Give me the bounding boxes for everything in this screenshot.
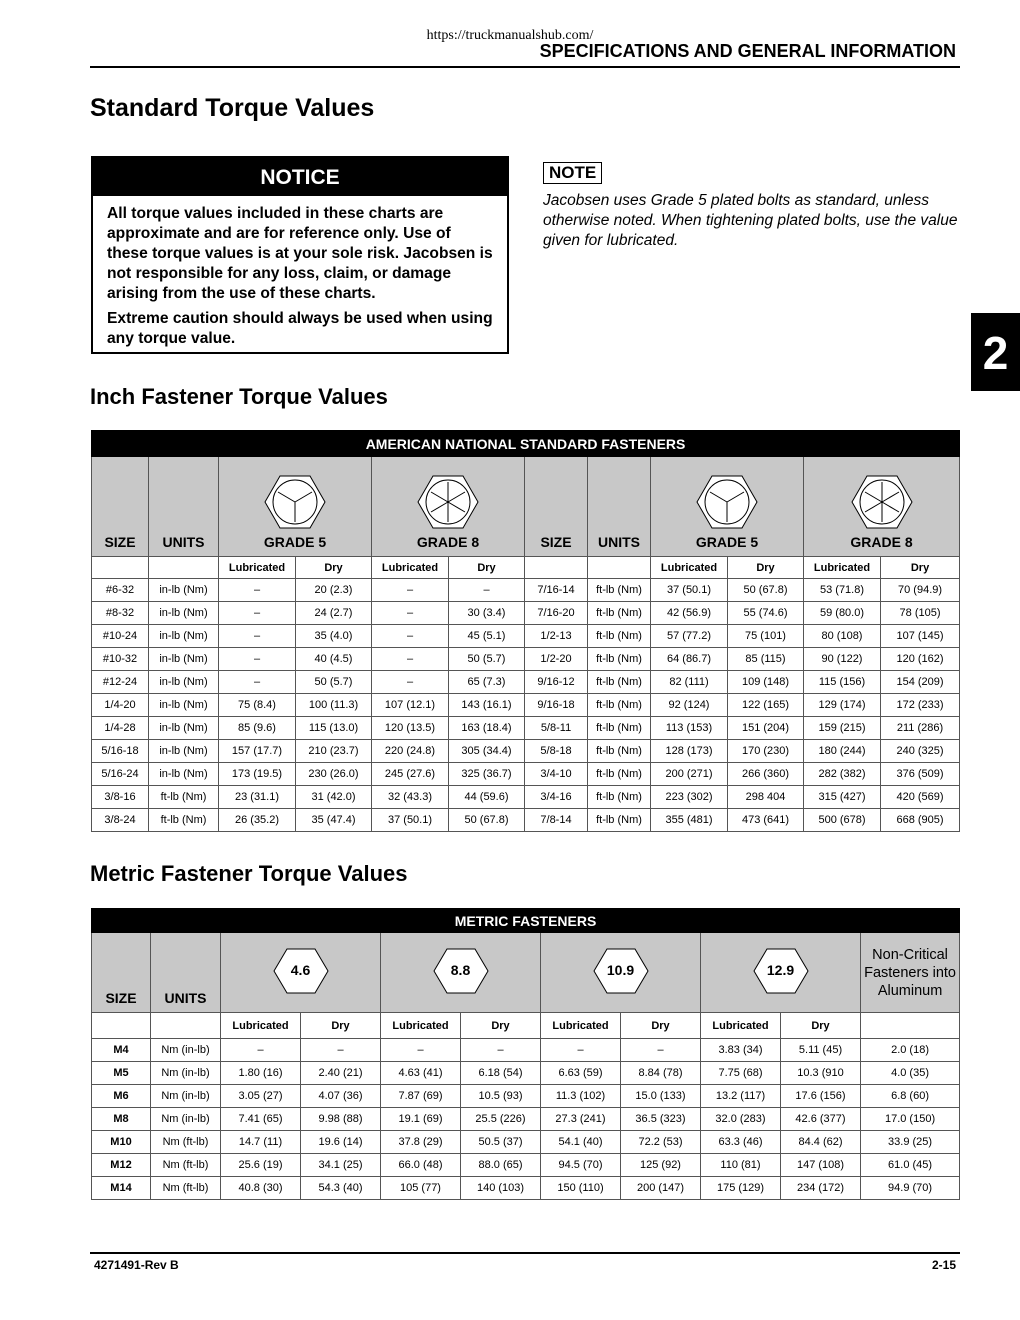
table-cell: – — [621, 1039, 701, 1062]
table-cell: 5/16-18 — [92, 740, 149, 763]
table-cell: 4.63 (41) — [381, 1062, 461, 1085]
table-cell: 40 (4.5) — [296, 648, 372, 671]
notice-paragraph-2: Extreme caution should always be used when using any torque value. — [107, 310, 493, 347]
metric-heading: Metric Fastener Torque Values — [90, 861, 408, 886]
table-cell: 200 (147) — [621, 1177, 701, 1200]
grade-label: 4.6 — [290, 962, 311, 978]
table-cell: 61.0 (45) — [861, 1154, 960, 1177]
table-cell: – — [372, 671, 449, 694]
table-cell: ft-lb (Nm) — [588, 717, 651, 740]
table-cell: 59 (80.0) — [804, 602, 881, 625]
table-cell: 3/8-16 — [92, 786, 149, 809]
table-cell: ft-lb (Nm) — [588, 625, 651, 648]
table-cell: 147 (108) — [781, 1154, 861, 1177]
table-row — [92, 717, 960, 740]
table-cell: 668 (905) — [881, 809, 960, 832]
table-cell: – — [381, 1039, 461, 1062]
table-cell: 3/4-16 — [525, 786, 588, 809]
table-cell: – — [219, 671, 296, 694]
table-cell: 75 (8.4) — [219, 694, 296, 717]
table-cell: ft-lb (Nm) — [588, 740, 651, 763]
sub-lubricated: Lubricated — [219, 557, 296, 579]
table-cell: 120 (162) — [881, 648, 960, 671]
table-cell: 5/16-24 — [92, 763, 149, 786]
table-cell: 376 (509) — [881, 763, 960, 786]
inch-torque-table — [91, 430, 960, 832]
table-cell: 211 (286) — [881, 717, 960, 740]
table-cell: 34.1 (25) — [301, 1154, 381, 1177]
table-row — [92, 763, 960, 786]
inch-col-units-2: UNITS — [588, 457, 651, 557]
table-cell: M14 — [92, 1177, 151, 1200]
table-cell: 10.5 (93) — [461, 1085, 541, 1108]
table-cell: 315 (427) — [804, 786, 881, 809]
source-url: https://truckmanualshub.com/ — [426, 28, 594, 43]
table-cell: ft-lb (Nm) — [588, 648, 651, 671]
table-cell: in-lb (Nm) — [149, 602, 219, 625]
table-cell: 154 (209) — [881, 671, 960, 694]
table-cell: 25.6 (19) — [221, 1154, 301, 1177]
table-cell: 42.6 (377) — [781, 1108, 861, 1131]
hex-nut-icon — [273, 947, 329, 995]
table-row — [92, 579, 960, 602]
table-cell: – — [372, 579, 449, 602]
table-cell: 9/16-12 — [525, 671, 588, 694]
sub-lubricated: Lubricated — [381, 1013, 461, 1039]
table-cell: Nm (ft-lb) — [151, 1154, 221, 1177]
table-cell: 84.4 (62) — [781, 1131, 861, 1154]
table-cell: 4.0 (35) — [861, 1062, 960, 1085]
table-cell: 54.3 (40) — [301, 1177, 381, 1200]
table-cell: 15.0 (133) — [621, 1085, 701, 1108]
table-cell: 66.0 (48) — [381, 1154, 461, 1177]
table-cell: in-lb (Nm) — [149, 671, 219, 694]
grade-label: 12.9 — [766, 962, 795, 978]
table-cell: ft-lb (Nm) — [588, 602, 651, 625]
grade8-bolt-head-icon — [417, 474, 479, 530]
table-row — [92, 740, 960, 763]
header-rule — [90, 66, 960, 68]
note-text: Jacobsen uses Grade 5 plated bolts as standard, unless otherwise noted. When tightening plated bolts, use the value given for lubricated. — [543, 192, 958, 249]
table-cell: ft-lb (Nm) — [149, 786, 219, 809]
table-cell: in-lb (Nm) — [149, 717, 219, 740]
table-cell: ft-lb (Nm) — [149, 809, 219, 832]
table-cell: 159 (215) — [804, 717, 881, 740]
table-cell: 7.41 (65) — [221, 1108, 301, 1131]
table-cell: 128 (173) — [651, 740, 728, 763]
table-cell: 9/16-18 — [525, 694, 588, 717]
table-row — [92, 1062, 960, 1085]
sub-dry: Dry — [461, 1013, 541, 1039]
table-cell: 1/2-20 — [525, 648, 588, 671]
table-cell: 17.6 (156) — [781, 1085, 861, 1108]
table-cell: 3.05 (27) — [221, 1085, 301, 1108]
table-row — [92, 1177, 960, 1200]
table-cell: 44 (59.6) — [449, 786, 525, 809]
hex-nut-icon — [593, 947, 649, 995]
hex-nut-icon — [433, 947, 489, 995]
table-cell: 122 (165) — [728, 694, 804, 717]
metric-col-grade-10-9 — [541, 933, 701, 1013]
table-cell: in-lb (Nm) — [149, 763, 219, 786]
table-cell: Nm (ft-lb) — [151, 1131, 221, 1154]
table-cell: 6.18 (54) — [461, 1062, 541, 1085]
table-cell: 163 (18.4) — [449, 717, 525, 740]
page-number: 2-15 — [931, 1258, 956, 1272]
table-cell: 57 (77.2) — [651, 625, 728, 648]
table-cell: 75 (101) — [728, 625, 804, 648]
table-cell: 50.5 (37) — [461, 1131, 541, 1154]
hex-nut-icon — [753, 947, 809, 995]
table-cell: 1/4-28 — [92, 717, 149, 740]
grade8-label: GRADE 8 — [850, 534, 913, 550]
table-cell: 180 (244) — [804, 740, 881, 763]
table-row — [92, 1085, 960, 1108]
table-cell: #12-24 — [92, 671, 149, 694]
table-cell: 120 (13.5) — [372, 717, 449, 740]
table-cell: 55 (74.6) — [728, 602, 804, 625]
table-cell: 7/8-14 — [525, 809, 588, 832]
table-cell: 7/16-14 — [525, 579, 588, 602]
table-cell: 7.75 (68) — [701, 1062, 781, 1085]
table-cell: – — [372, 648, 449, 671]
table-cell: ft-lb (Nm) — [588, 786, 651, 809]
table-cell: 23 (31.1) — [219, 786, 296, 809]
table-cell: 17.0 (150) — [861, 1108, 960, 1131]
table-cell: 50 (67.8) — [449, 809, 525, 832]
sub-lubricated: Lubricated — [701, 1013, 781, 1039]
table-cell: 115 (156) — [804, 671, 881, 694]
table-cell: 7.87 (69) — [381, 1085, 461, 1108]
table-row — [92, 1154, 960, 1177]
table-cell: 107 (145) — [881, 625, 960, 648]
table-cell: 53 (71.8) — [804, 579, 881, 602]
table-cell: 245 (27.6) — [372, 763, 449, 786]
table-cell: 107 (12.1) — [372, 694, 449, 717]
table-cell: – — [219, 579, 296, 602]
table-cell: 172 (233) — [881, 694, 960, 717]
table-cell: – — [219, 602, 296, 625]
grade-label: 8.8 — [450, 962, 471, 978]
table-cell: M6 — [92, 1085, 151, 1108]
sub-lubricated: Lubricated — [804, 557, 881, 579]
table-cell: 234 (172) — [781, 1177, 861, 1200]
table-cell: 170 (230) — [728, 740, 804, 763]
table-cell: 33.9 (25) — [861, 1131, 960, 1154]
table-cell: 26 (35.2) — [219, 809, 296, 832]
table-cell: 19.6 (14) — [301, 1131, 381, 1154]
table-cell: – — [372, 602, 449, 625]
table-cell: 129 (174) — [804, 694, 881, 717]
table-cell: 63.3 (46) — [701, 1131, 781, 1154]
table-cell: 3/4-10 — [525, 763, 588, 786]
table-cell: 37.8 (29) — [381, 1131, 461, 1154]
table-cell: – — [372, 625, 449, 648]
table-cell: – — [219, 648, 296, 671]
table-cell: Nm (ft-lb) — [151, 1177, 221, 1200]
notice-body — [93, 196, 507, 349]
note-label: NOTE — [543, 162, 602, 184]
doc-number: 4271491-Rev B — [94, 1258, 179, 1272]
table-cell: 4.07 (36) — [301, 1085, 381, 1108]
table-cell: 10.3 (910 — [781, 1062, 861, 1085]
sub-dry: Dry — [296, 557, 372, 579]
table-cell: 36.5 (323) — [621, 1108, 701, 1131]
sub-dry: Dry — [881, 557, 960, 579]
table-cell: 7/16-20 — [525, 602, 588, 625]
table-cell: 223 (302) — [651, 786, 728, 809]
table-cell: in-lb (Nm) — [149, 648, 219, 671]
table-cell: 151 (204) — [728, 717, 804, 740]
table-row — [92, 625, 960, 648]
table-cell: #8-32 — [92, 602, 149, 625]
table-cell: 85 (9.6) — [219, 717, 296, 740]
table-cell: 50 (5.7) — [449, 648, 525, 671]
table-cell: 220 (24.8) — [372, 740, 449, 763]
section-header: SPECIFICATIONS AND GENERAL INFORMATION — [539, 41, 956, 61]
table-cell: 230 (26.0) — [296, 763, 372, 786]
notice-paragraph-1: All torque values included in these charts are approximate and are for reference only. Use of these torque values is at your sole risk. Jacobsen is not responsible for any loss, claim, or damage arising from the use of these charts. — [107, 205, 493, 302]
table-row — [92, 1039, 960, 1062]
table-cell: 14.7 (11) — [221, 1131, 301, 1154]
table-cell: 32 (43.3) — [372, 786, 449, 809]
table-cell: 64 (86.7) — [651, 648, 728, 671]
table-cell: 54.1 (40) — [541, 1131, 621, 1154]
table-cell: 266 (360) — [728, 763, 804, 786]
table-row — [92, 671, 960, 694]
notice-box — [91, 156, 509, 354]
table-cell: 25.5 (226) — [461, 1108, 541, 1131]
table-cell: – — [449, 579, 525, 602]
table-cell: 31 (42.0) — [296, 786, 372, 809]
table-cell: 105 (77) — [381, 1177, 461, 1200]
table-cell: 19.1 (69) — [381, 1108, 461, 1131]
table-cell: 40.8 (30) — [221, 1177, 301, 1200]
table-cell: 110 (81) — [701, 1154, 781, 1177]
table-cell: 42 (56.9) — [651, 602, 728, 625]
table-row — [92, 809, 960, 832]
chapter-tab: 2 — [971, 313, 1020, 391]
metric-torque-table — [91, 908, 960, 1200]
table-cell: 20 (2.3) — [296, 579, 372, 602]
grade8-bolt-head-icon — [851, 474, 913, 530]
table-cell: 2.40 (21) — [301, 1062, 381, 1085]
table-cell: 210 (23.7) — [296, 740, 372, 763]
table-cell: 80 (108) — [804, 625, 881, 648]
table-cell: ft-lb (Nm) — [588, 579, 651, 602]
table-cell: – — [219, 625, 296, 648]
inch-col-units: UNITS — [149, 457, 219, 557]
table-row — [92, 694, 960, 717]
table-cell: 82 (111) — [651, 671, 728, 694]
sub-dry: Dry — [621, 1013, 701, 1039]
grade5-bolt-head-icon — [696, 474, 758, 530]
table-cell: ft-lb (Nm) — [588, 809, 651, 832]
inch-col-grade5-2 — [651, 457, 804, 557]
table-cell: 1/2-13 — [525, 625, 588, 648]
table-cell: 115 (13.0) — [296, 717, 372, 740]
table-cell: 94.5 (70) — [541, 1154, 621, 1177]
table-cell: 35 (4.0) — [296, 625, 372, 648]
table-cell: 70 (94.9) — [881, 579, 960, 602]
table-cell: in-lb (Nm) — [149, 740, 219, 763]
table-cell: 90 (122) — [804, 648, 881, 671]
table-cell: 50 (67.8) — [728, 579, 804, 602]
table-cell: #10-24 — [92, 625, 149, 648]
table-cell: 5/8-11 — [525, 717, 588, 740]
table-cell: ft-lb (Nm) — [588, 763, 651, 786]
notice-title: NOTICE — [93, 158, 507, 196]
table-cell: 9.98 (88) — [301, 1108, 381, 1131]
grade8-label: GRADE 8 — [416, 534, 480, 550]
table-cell: Nm (in-lb) — [151, 1108, 221, 1131]
table-cell: 37 (50.1) — [651, 579, 728, 602]
metric-col-grade-4-6 — [221, 933, 381, 1013]
table-cell: 32.0 (283) — [701, 1108, 781, 1131]
table-cell: 24 (2.7) — [296, 602, 372, 625]
table-cell: – — [541, 1039, 621, 1062]
table-cell: 150 (110) — [541, 1177, 621, 1200]
table-cell: M10 — [92, 1131, 151, 1154]
page-title: Standard Torque Values — [90, 94, 375, 122]
table-cell: Nm (in-lb) — [151, 1085, 221, 1108]
table-cell: – — [301, 1039, 381, 1062]
table-cell: 1.80 (16) — [221, 1062, 301, 1085]
table-cell: 92 (124) — [651, 694, 728, 717]
table-cell: 143 (16.1) — [449, 694, 525, 717]
sub-dry: Dry — [728, 557, 804, 579]
grade5-label: GRADE 5 — [263, 534, 327, 550]
table-cell: 8.84 (78) — [621, 1062, 701, 1085]
table-cell: 100 (11.3) — [296, 694, 372, 717]
table-cell: in-lb (Nm) — [149, 625, 219, 648]
inch-heading: Inch Fastener Torque Values — [90, 384, 388, 409]
table-cell: 65 (7.3) — [449, 671, 525, 694]
grade5-bolt-head-icon — [264, 474, 326, 530]
table-cell: 30 (3.4) — [449, 602, 525, 625]
table-row — [92, 602, 960, 625]
table-cell: 109 (148) — [728, 671, 804, 694]
inch-col-grade5 — [219, 457, 372, 557]
table-cell: – — [221, 1039, 301, 1062]
table-cell: 11.3 (102) — [541, 1085, 621, 1108]
table-cell: 3/8-24 — [92, 809, 149, 832]
table-cell: 200 (271) — [651, 763, 728, 786]
table-cell: 157 (17.7) — [219, 740, 296, 763]
metric-col-non-critical: Non-Critical Fasteners into Aluminum — [861, 933, 960, 1013]
table-cell: in-lb (Nm) — [149, 694, 219, 717]
table-cell: 72.2 (53) — [621, 1131, 701, 1154]
table-cell: 6.8 (60) — [861, 1085, 960, 1108]
table-cell: – — [461, 1039, 541, 1062]
inch-col-grade8-2 — [804, 457, 960, 557]
table-cell: in-lb (Nm) — [149, 579, 219, 602]
table-cell: 355 (481) — [651, 809, 728, 832]
table-cell: 473 (641) — [728, 809, 804, 832]
sub-lubricated: Lubricated — [541, 1013, 621, 1039]
table-cell: 35 (47.4) — [296, 809, 372, 832]
metric-table-title: METRIC FASTENERS — [92, 909, 960, 933]
metric-col-units: UNITS — [151, 933, 221, 1013]
table-cell: M5 — [92, 1062, 151, 1085]
table-cell: 78 (105) — [881, 602, 960, 625]
table-cell: 325 (36.7) — [449, 763, 525, 786]
table-cell: 37 (50.1) — [372, 809, 449, 832]
table-cell: 113 (153) — [651, 717, 728, 740]
inch-col-size-2: SIZE — [525, 457, 588, 557]
table-cell: 500 (678) — [804, 809, 881, 832]
table-cell: ft-lb (Nm) — [588, 694, 651, 717]
table-cell: 125 (92) — [621, 1154, 701, 1177]
table-cell: M12 — [92, 1154, 151, 1177]
table-cell: 140 (103) — [461, 1177, 541, 1200]
table-row — [92, 648, 960, 671]
metric-col-grade-8-8 — [381, 933, 541, 1013]
sub-lubricated: Lubricated — [651, 557, 728, 579]
table-cell: 5/8-18 — [525, 740, 588, 763]
sub-lubricated: Lubricated — [221, 1013, 301, 1039]
table-cell: #6-32 — [92, 579, 149, 602]
grade5-label: GRADE 5 — [695, 534, 759, 550]
table-cell: ft-lb (Nm) — [588, 671, 651, 694]
table-cell: Nm (in-lb) — [151, 1039, 221, 1062]
metric-col-size: SIZE — [92, 933, 151, 1013]
table-cell: 94.9 (70) — [861, 1177, 960, 1200]
table-cell: 3.83 (34) — [701, 1039, 781, 1062]
table-cell: 2.0 (18) — [861, 1039, 960, 1062]
table-cell: 240 (325) — [881, 740, 960, 763]
sub-dry: Dry — [301, 1013, 381, 1039]
table-cell: 420 (569) — [881, 786, 960, 809]
table-cell: 27.3 (241) — [541, 1108, 621, 1131]
table-cell: 13.2 (117) — [701, 1085, 781, 1108]
table-cell: 88.0 (65) — [461, 1154, 541, 1177]
table-cell: 282 (382) — [804, 763, 881, 786]
table-cell: Nm (in-lb) — [151, 1062, 221, 1085]
table-cell: 173 (19.5) — [219, 763, 296, 786]
table-cell: #10-32 — [92, 648, 149, 671]
table-cell: 85 (115) — [728, 648, 804, 671]
metric-col-grade-12-9 — [701, 933, 861, 1013]
sub-lubricated: Lubricated — [372, 557, 449, 579]
table-cell: 45 (5.1) — [449, 625, 525, 648]
sub-dry: Dry — [449, 557, 525, 579]
table-cell: 5.11 (45) — [781, 1039, 861, 1062]
grade-label: 10.9 — [606, 962, 635, 978]
table-cell: M8 — [92, 1108, 151, 1131]
table-cell: M4 — [92, 1039, 151, 1062]
table-cell: 305 (34.4) — [449, 740, 525, 763]
inch-col-grade8 — [372, 457, 525, 557]
table-row — [92, 786, 960, 809]
table-row — [92, 1131, 960, 1154]
table-cell: 298 404 — [728, 786, 804, 809]
footer-rule — [90, 1252, 960, 1254]
table-cell: 175 (129) — [701, 1177, 781, 1200]
table-cell: 1/4-20 — [92, 694, 149, 717]
inch-col-size: SIZE — [92, 457, 149, 557]
table-cell: 50 (5.7) — [296, 671, 372, 694]
sub-dry: Dry — [781, 1013, 861, 1039]
inch-table-title: AMERICAN NATIONAL STANDARD FASTENERS — [92, 431, 960, 457]
table-cell: 6.63 (59) — [541, 1062, 621, 1085]
table-row — [92, 1108, 960, 1131]
